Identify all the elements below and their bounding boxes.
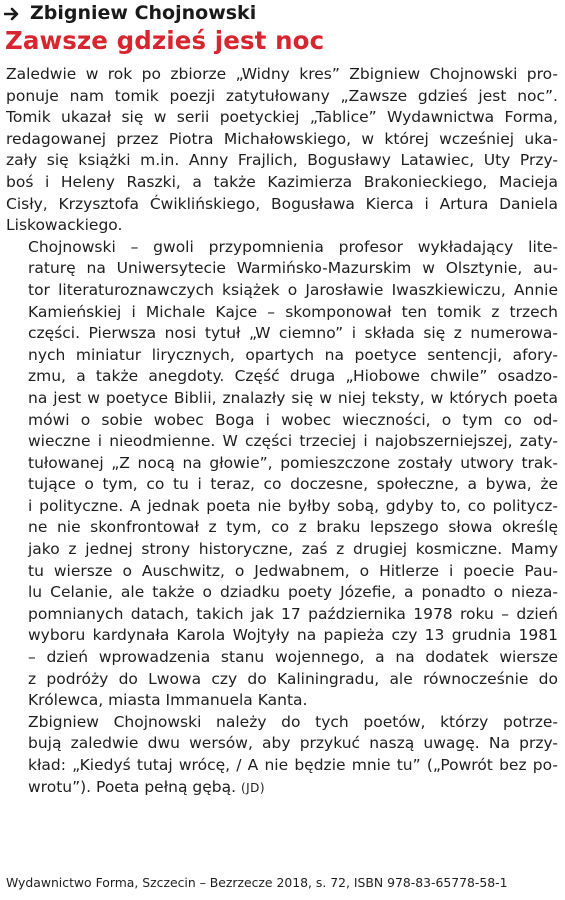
- publication-info: Wydawnictwo Forma, Szczecin – Bezrzecze 2018, s. 72, ISBN 978-83-65778-58-1: [6, 875, 508, 890]
- text-line: i polityczne. A jednak poeta nie byłby sobą, gdyby to, co politycz-: [28, 496, 558, 515]
- text-line: jako z jednej strony historyczne, zaś z drugiej kosmiczne. Mamy: [28, 540, 558, 559]
- text-line: Liskowackiego.: [6, 216, 123, 235]
- text-line: [6, 777, 558, 800]
- text-line: części. Pierwsza nosi tytuł „W ciemno” i składa się z numerowa-: [28, 324, 558, 343]
- author-line: [4, 0, 256, 26]
- text-line: Zbigniew Chojnowski należy do tych poetów, którzy potrze-: [28, 712, 558, 731]
- text-line: redagowanej przez Piotra Michałowskiego, w której wcześniej uka-: [6, 129, 558, 148]
- text-line: Tomik ukazał się w serii poetyckiej „Tablice” Wydawnictwa Forma,: [6, 108, 558, 127]
- paragraph-1: [6, 64, 558, 237]
- text-line: boś i Heleny Raszki, a także Kazimierza Brakonieckiego, Macieja: [6, 172, 558, 191]
- text-line: Chojnowski – gwoli przypomnienia profesor wykładający lite-: [28, 237, 558, 256]
- text-line: lu Celanie, ale także o dziadku poety Józefie, a ponadto o nieza-: [28, 583, 558, 602]
- author-name: Zbigniew Chojnowski: [30, 2, 257, 24]
- paragraph-2: [6, 237, 558, 712]
- text-line: tułowanej „Z nocą na głowie”, pomieszczone zostały utwory trak-: [28, 453, 558, 472]
- text-line: zmu, a także anegdoty. Część druga „Hiobowe chwile” osadzo-: [28, 367, 558, 386]
- text-line: nych miniatur lirycznych, opartych na poetyce sentencji, afory-: [28, 345, 558, 364]
- article-body: [6, 64, 558, 799]
- text-line: wyboru kardynała Karola Wojtyły na papieża czy 13 grudnia 1981: [28, 626, 558, 645]
- text-line: ne nie skonfrontował z tym, co z braku lepszego słowa określę: [28, 518, 558, 537]
- text-line: kład: „Kiedyś tutaj wrócę, / A nie będzie mnie tu” („Powrót bez po-: [28, 756, 558, 774]
- text-line: tu wiersze o Auschwitz, o Jedwabnem, o Hitlerze i poecie Pau-: [28, 561, 558, 580]
- text-line: – dzień wprowadzenia stanu wojennego, a na dodatek wiersze: [28, 648, 558, 667]
- text-line: ponuje nam tomik poezji zatytułowany „Zawsze gdzieś jest noc”.: [6, 86, 558, 105]
- text-line: raturę na Uniwersytecie Warmińsko-Mazurskim w Olsztynie, au-: [28, 259, 558, 278]
- text-line: pomnianych datach, takich jak 17 października 1978 roku – dzień: [28, 604, 558, 623]
- paragraph-3: [6, 712, 558, 799]
- text-line: Królewca, miasta Immanuela Kanta.: [28, 691, 308, 710]
- text-line: bują zaledwie dwu wersów, aby przykuć naszą uwagę. Na przy-: [28, 734, 558, 753]
- text-line: zały się książki m.in. Anny Frajlich, Bogusławy Latawiec, Uty Przy-: [6, 151, 558, 170]
- text-line: Kamieńskiej i Michale Kajce – skomponował ten tomik z trzech: [28, 302, 558, 321]
- text-line: Cisły, Krzysztofa Ćwiklińskiego, Bogusława Kierca i Artura Daniela: [6, 194, 558, 213]
- text-line: z podróży do Lwowa czy do Kaliningradu, ale równocześnie do: [28, 669, 558, 688]
- text-line: tujące o tym, co tu i teraz, co doczesne, społeczne, a bywa, że: [28, 475, 558, 494]
- text-line: na jest w poetyce Biblii, znalazły się w niej teksty, w których poeta: [28, 388, 558, 407]
- right-arrow-icon: [4, 5, 20, 21]
- closing-text: wrotu”). Poeta pełną gębą.: [28, 777, 241, 796]
- author-initials: (JD): [240, 780, 266, 795]
- text-line: mówi o sobie wobec Boga i wobec wieczności, o tym co od-: [28, 410, 558, 429]
- text-line: wieczne i nieodmienne. W części trzeciej i najobszerniejszej, zaty-: [28, 432, 558, 451]
- text-line: tor literaturoznawczych książek o Jarosławie Iwaszkiewiczu, Annie: [28, 280, 558, 299]
- article-title: Zawsze gdzieś jest noc: [5, 26, 325, 55]
- text-line: Zaledwie w rok po zbiorze „Widny kres” Zbigniew Chojnowski pro-: [6, 65, 558, 83]
